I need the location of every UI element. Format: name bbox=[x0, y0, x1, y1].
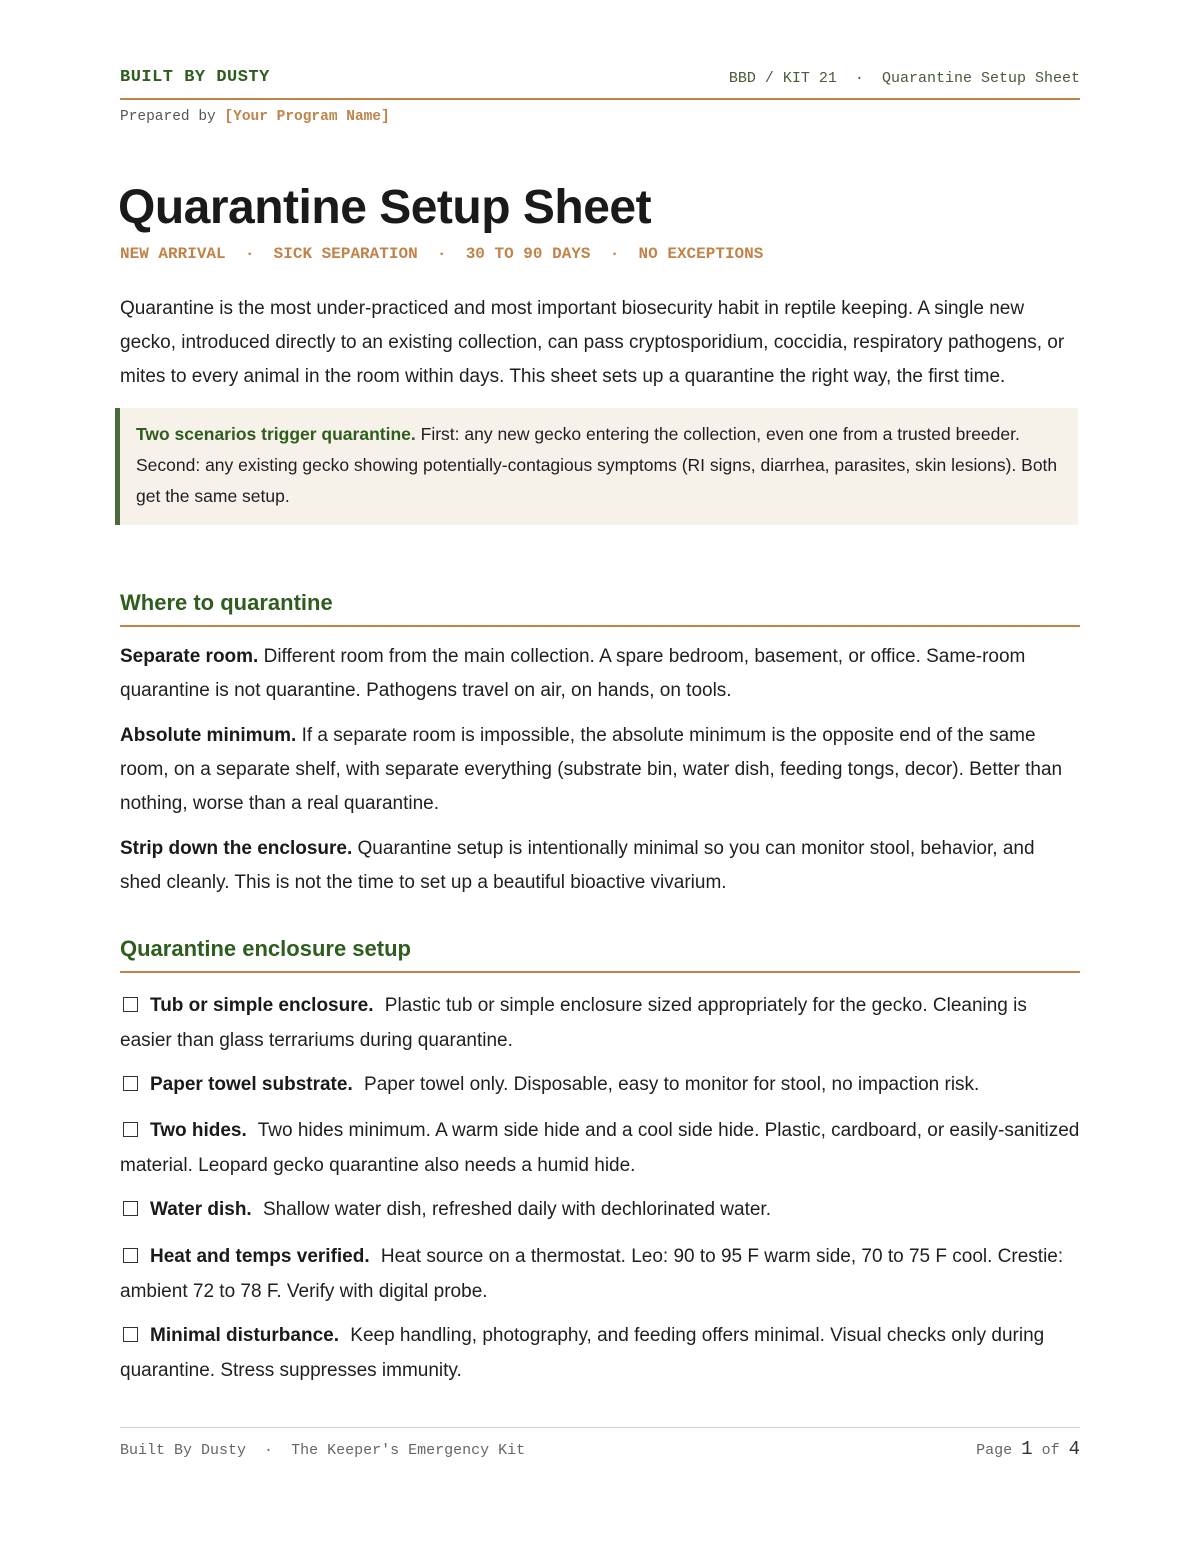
checklist-item-body: Shallow water dish, refreshed daily with dechlorinated water. bbox=[262, 1199, 771, 1220]
where-item bbox=[120, 640, 1080, 708]
section-heading-setup: Quarantine enclosure setup bbox=[120, 936, 1080, 973]
checklist-item-lead: Minimal disturbance. bbox=[150, 1325, 339, 1346]
page-number bbox=[976, 1438, 1080, 1460]
page-header bbox=[120, 68, 1080, 100]
where-item-lead: Absolute minimum. bbox=[120, 725, 297, 746]
checklist-item-body: Paper towel only. Disposable, easy to monitor for stool, no impaction risk. bbox=[364, 1074, 980, 1095]
separator-dot: · bbox=[854, 70, 864, 87]
checklist-item-body: Two hides minimum. A warm side hide and a cool side hide. Plastic, cardboard, or easily-sanitized material. Leopard gecko quarantine also needs a humid hide. bbox=[120, 1120, 1080, 1176]
where-item-body: Quarantine setup is intentionally minimal so you can monitor stool, behavior, and shed cleanly. This is not the time to set up a beautiful bioactive vivarium. bbox=[120, 838, 1035, 893]
intro-paragraph: Quarantine is the most under-practiced and most important biosecurity habit in reptile keeping. A single new gecko, introduced directly to an existing collection, can pass cryptosporidium, coccidia, respiratory pathogens, or mites to every animal in the room within days. This sheet sets up a quarantine the right way, the first time. bbox=[120, 298, 1065, 387]
where-item-lead: Strip down the enclosure. bbox=[120, 838, 353, 859]
where-item-lead: Separate room. bbox=[120, 646, 259, 667]
where-item bbox=[120, 832, 1080, 900]
footer-divider bbox=[120, 1427, 1080, 1428]
checklist-item bbox=[120, 988, 1080, 1058]
checklist-item bbox=[120, 1192, 1080, 1227]
header-kit-label bbox=[729, 70, 1080, 87]
tag-line: NEW ARRIVAL · SICK SEPARATION · 30 TO 90 DAYS · NO EXCEPTIONS bbox=[120, 245, 764, 263]
callout-box bbox=[115, 408, 1078, 525]
where-item-body: If a separate room is impossible, the absolute minimum is the opposite end of the same room, on a separate shelf, with separate everything (substrate bin, water dish, feeding tongs, decor). Better than nothing, worse than a real quarantine. bbox=[120, 725, 1063, 814]
program-name: [Your Program Name] bbox=[224, 109, 390, 125]
checklist-item-lead: Tub or simple enclosure. bbox=[150, 995, 374, 1016]
checklist-item-body: Keep handling, photography, and feeding offers minimal. Visual checks only during quarantine. Stress suppresses immunity. bbox=[120, 1325, 1045, 1381]
page-total: 4 bbox=[1068, 1438, 1080, 1460]
checklist-item bbox=[120, 1239, 1080, 1309]
footer-kit-name: The Keeper's Emergency Kit bbox=[291, 1442, 526, 1459]
prepared-by-line bbox=[120, 109, 390, 125]
tag: SICK SEPARATION bbox=[273, 245, 418, 263]
doc-label: Quarantine Setup Sheet bbox=[881, 70, 1080, 87]
tag: NEW ARRIVAL bbox=[120, 245, 226, 263]
checklist-item-body: Plastic tub or simple enclosure sized appropriately for the gecko. Cleaning is easier than glass terrariums during quarantine. bbox=[120, 995, 1027, 1051]
page-current: 1 bbox=[1021, 1438, 1033, 1460]
kit-code: BBD / KIT 21 bbox=[728, 70, 837, 87]
callout-text bbox=[136, 419, 1060, 512]
checklist-item-lead: Paper towel substrate. bbox=[150, 1074, 353, 1095]
checklist-item-lead: Heat and temps verified. bbox=[150, 1246, 370, 1267]
page-title: Quarantine Setup Sheet bbox=[118, 181, 652, 234]
checklist-item bbox=[120, 1113, 1080, 1183]
checklist-item-lead: Two hides. bbox=[150, 1120, 247, 1141]
checkbox[interactable] bbox=[123, 997, 138, 1012]
checkbox[interactable] bbox=[123, 1122, 138, 1137]
page-label: Page bbox=[976, 1442, 1013, 1459]
separator-dot: · bbox=[264, 1442, 274, 1459]
checkbox[interactable] bbox=[123, 1076, 138, 1091]
tag: 30 TO 90 DAYS bbox=[465, 245, 591, 263]
page-of-label: of bbox=[1041, 1442, 1060, 1459]
checkbox[interactable] bbox=[123, 1248, 138, 1263]
footer-brand: Built By Dusty bbox=[120, 1442, 247, 1459]
section-heading-where: Where to quarantine bbox=[120, 590, 1080, 627]
footer-left bbox=[120, 1442, 525, 1459]
callout-lead: Two scenarios trigger quarantine. bbox=[136, 424, 416, 444]
checklist-item bbox=[120, 1067, 1080, 1102]
where-item-body: Different room from the main collection. A spare bedroom, basement, or office. Same-room quarantine is not quarantine. Pathogens travel on air, on hands, on tools. bbox=[120, 646, 1026, 701]
checklist-item-lead: Water dish. bbox=[150, 1199, 252, 1220]
brand-name: BUILT BY DUSTY bbox=[120, 68, 270, 87]
checkbox[interactable] bbox=[123, 1201, 138, 1216]
checklist-item bbox=[120, 1318, 1080, 1388]
callout-body: First: any new gecko entering the collection, even one from a trusted breeder. Second: any existing gecko showing potentially-contagious symptoms (RI signs, diarrhea, parasites, skin lesions). Both get the same setup. bbox=[136, 424, 1058, 506]
tag: NO EXCEPTIONS bbox=[638, 245, 764, 263]
where-item bbox=[120, 719, 1080, 821]
checklist-item-body: Heat source on a thermostat. Leo: 90 to 95 F warm side, 70 to 75 F cool. Crestie: ambient 72 to 78 F. Verify with digital probe. bbox=[120, 1246, 1064, 1302]
checkbox[interactable] bbox=[123, 1327, 138, 1342]
prepared-by-label: Prepared by bbox=[120, 109, 216, 125]
